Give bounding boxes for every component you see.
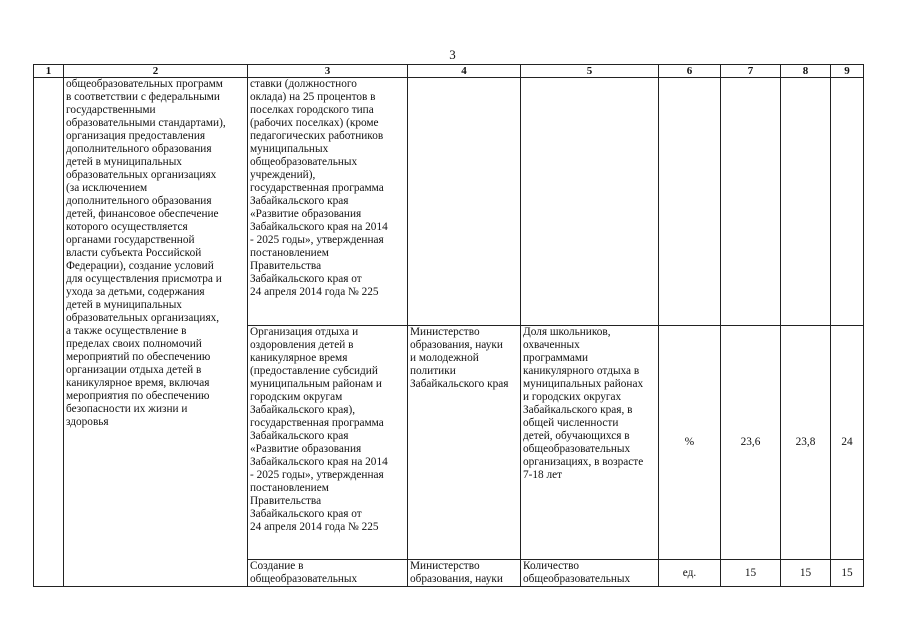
text-line: политики bbox=[410, 365, 456, 377]
text-line: поселках городского типа bbox=[250, 104, 374, 116]
cell-col1 bbox=[34, 560, 64, 587]
text-line: Забайкальского края от bbox=[250, 508, 362, 520]
text-line: образовательных организациях, bbox=[66, 312, 220, 324]
text-line: государственными bbox=[66, 104, 156, 116]
column-header: 9 bbox=[831, 65, 864, 78]
text-line: государственная программа bbox=[250, 182, 384, 194]
cell-col3-measure bbox=[248, 326, 408, 560]
text-line: Правительства bbox=[250, 260, 322, 272]
text-line: муниципальным районам и bbox=[250, 378, 382, 390]
text-line: - 2025 годы», утвержденная bbox=[250, 469, 384, 481]
text-line: общей численности bbox=[523, 417, 619, 429]
text-line: охваченных bbox=[523, 339, 580, 351]
cell-value-col7: 15 bbox=[721, 560, 781, 587]
text-line: 24 апреля 2014 года № 225 bbox=[250, 521, 379, 533]
cell-col5-indicator bbox=[521, 560, 659, 587]
cell-col4 bbox=[408, 78, 521, 326]
cell-unit: % bbox=[659, 326, 721, 560]
text-line: постановлением bbox=[250, 247, 329, 259]
text-line: ухода за детьми, содержания bbox=[66, 286, 205, 298]
text-line: пределах своих полномочий bbox=[66, 338, 202, 350]
text-line: каникулярного отдыха в bbox=[523, 365, 640, 377]
column-header: 7 bbox=[721, 65, 781, 78]
text-line: оклада) на 25 процентов в bbox=[250, 91, 376, 103]
text-line: (за исключением bbox=[66, 182, 148, 194]
text-line: образования, науки bbox=[410, 573, 503, 585]
text-line: детей в муниципальных bbox=[66, 299, 182, 311]
text-line: общеобразовательных bbox=[250, 156, 358, 168]
column-header: 3 bbox=[248, 65, 408, 78]
text-line: Забайкальского края bbox=[250, 195, 349, 207]
text-line: организация предоставления bbox=[66, 130, 206, 142]
text-line: общеобразовательных bbox=[523, 573, 631, 585]
text-line: организации отдыха детей в bbox=[66, 364, 202, 376]
text-line: Министерство bbox=[410, 560, 480, 572]
cell-col9 bbox=[831, 78, 864, 326]
cell-value-col7: 23,6 bbox=[721, 326, 781, 560]
text-line: Забайкальского края), bbox=[250, 404, 356, 416]
text-line: Забайкальского края от bbox=[250, 273, 362, 285]
cell-col1 bbox=[34, 78, 64, 560]
cell-col2-task bbox=[64, 78, 248, 560]
text-line: образовательными стандартами), bbox=[66, 117, 226, 129]
text-line: (предоставление субсидий bbox=[250, 365, 378, 377]
cell-col5-indicator bbox=[521, 326, 659, 560]
text-line: образования, науки bbox=[410, 339, 503, 351]
text-line: (рабочих поселках) (кроме bbox=[250, 117, 379, 129]
text-line: оздоровления детей в bbox=[250, 339, 354, 351]
text-line: и городских округах bbox=[523, 391, 622, 403]
text-line: и молодежной bbox=[410, 352, 479, 364]
text-line: Забайкальского края bbox=[410, 378, 509, 390]
text-line: общеобразовательных программ bbox=[66, 78, 223, 90]
cell-value-col9: 24 bbox=[831, 326, 864, 560]
cell-col3-measure bbox=[248, 560, 408, 587]
table-row bbox=[34, 78, 864, 326]
text-line: Федерации), создание условий bbox=[66, 260, 214, 272]
text-line: государственная программа bbox=[250, 417, 384, 429]
text-line: власти субъекта Российской bbox=[66, 247, 202, 259]
text-line: дополнительного образования bbox=[66, 143, 212, 155]
column-header: 2 bbox=[64, 65, 248, 78]
cell-value-col9: 15 bbox=[831, 560, 864, 587]
text-line: муниципальных bbox=[250, 143, 329, 155]
cell-col4-responsible bbox=[408, 326, 521, 560]
text-line: Количество bbox=[523, 560, 579, 572]
text-line: в соответствии с федеральными bbox=[66, 91, 220, 103]
text-line: а также осуществление в bbox=[66, 325, 187, 337]
cell-col7 bbox=[721, 78, 781, 326]
text-line: каникулярное время bbox=[250, 352, 348, 364]
text-line: 7-18 лет bbox=[523, 469, 563, 481]
text-line: Забайкальского края на 2014 bbox=[250, 221, 388, 233]
cell-col4-responsible bbox=[408, 560, 521, 587]
text-line: Забайкальского края bbox=[250, 430, 349, 442]
text-line: детей, обучающихся в bbox=[523, 430, 630, 442]
text-line: общеобразовательных bbox=[250, 573, 358, 585]
text-line: каникулярное время, включая bbox=[66, 377, 210, 389]
text-line: ставки (должностного bbox=[250, 78, 357, 90]
page-number: 3 bbox=[449, 47, 456, 62]
cell-value-col8: 23,8 bbox=[781, 326, 831, 560]
text-line: мероприятий по обеспечению bbox=[66, 351, 211, 363]
text-line: для осуществления присмотра и bbox=[66, 273, 222, 285]
cell-unit: ед. bbox=[659, 560, 721, 587]
table-row bbox=[34, 560, 864, 587]
column-header: 4 bbox=[408, 65, 521, 78]
cell-col2-task bbox=[64, 560, 248, 587]
text-line: организациях, в возрасте bbox=[523, 456, 644, 468]
column-header: 8 bbox=[781, 65, 831, 78]
text-line: «Развитие образования bbox=[250, 208, 362, 220]
text-line: безопасности их жизни и bbox=[66, 403, 188, 415]
text-line: Забайкальского края на 2014 bbox=[250, 456, 388, 468]
text-line: педагогических работников bbox=[250, 130, 384, 142]
cell-col8 bbox=[781, 78, 831, 326]
text-line: Министерство bbox=[410, 326, 480, 338]
cell-col6 bbox=[659, 78, 721, 326]
header-row bbox=[34, 65, 864, 78]
text-line: Правительства bbox=[250, 495, 322, 507]
text-line: Создание в bbox=[250, 560, 304, 572]
text-line: - 2025 годы», утвержденная bbox=[250, 234, 384, 246]
text-line: постановлением bbox=[250, 482, 329, 494]
text-line: мероприятия по обеспечению bbox=[66, 390, 210, 402]
column-header: 6 bbox=[659, 65, 721, 78]
text-line: дополнительного образования bbox=[66, 195, 212, 207]
text-line: органами государственной bbox=[66, 234, 195, 246]
text-line: программами bbox=[523, 352, 589, 364]
text-line: образовательных организациях bbox=[66, 169, 217, 181]
text-line: Забайкальского края, в bbox=[523, 404, 633, 416]
text-line: учреждений), bbox=[250, 169, 316, 181]
cell-col5 bbox=[521, 78, 659, 326]
column-header: 1 bbox=[34, 65, 64, 78]
text-line: здоровья bbox=[66, 416, 109, 428]
text-line: муниципальных районах bbox=[523, 378, 644, 390]
text-line: Организация отдыха и bbox=[250, 326, 359, 338]
text-line: «Развитие образования bbox=[250, 443, 362, 455]
indicator-table bbox=[33, 64, 864, 587]
cell-col3-measure bbox=[248, 78, 408, 326]
text-line: общеобразовательных bbox=[523, 443, 631, 455]
column-header: 5 bbox=[521, 65, 659, 78]
text-line: детей, финансовое обеспечение bbox=[66, 208, 219, 220]
text-line: городским округам bbox=[250, 391, 343, 403]
cell-value-col8: 15 bbox=[781, 560, 831, 587]
text-line: 24 апреля 2014 года № 225 bbox=[250, 286, 379, 298]
text-line: Доля школьников, bbox=[523, 326, 611, 338]
text-line: которого осуществляется bbox=[66, 221, 188, 233]
text-line: детей в муниципальных bbox=[66, 156, 182, 168]
